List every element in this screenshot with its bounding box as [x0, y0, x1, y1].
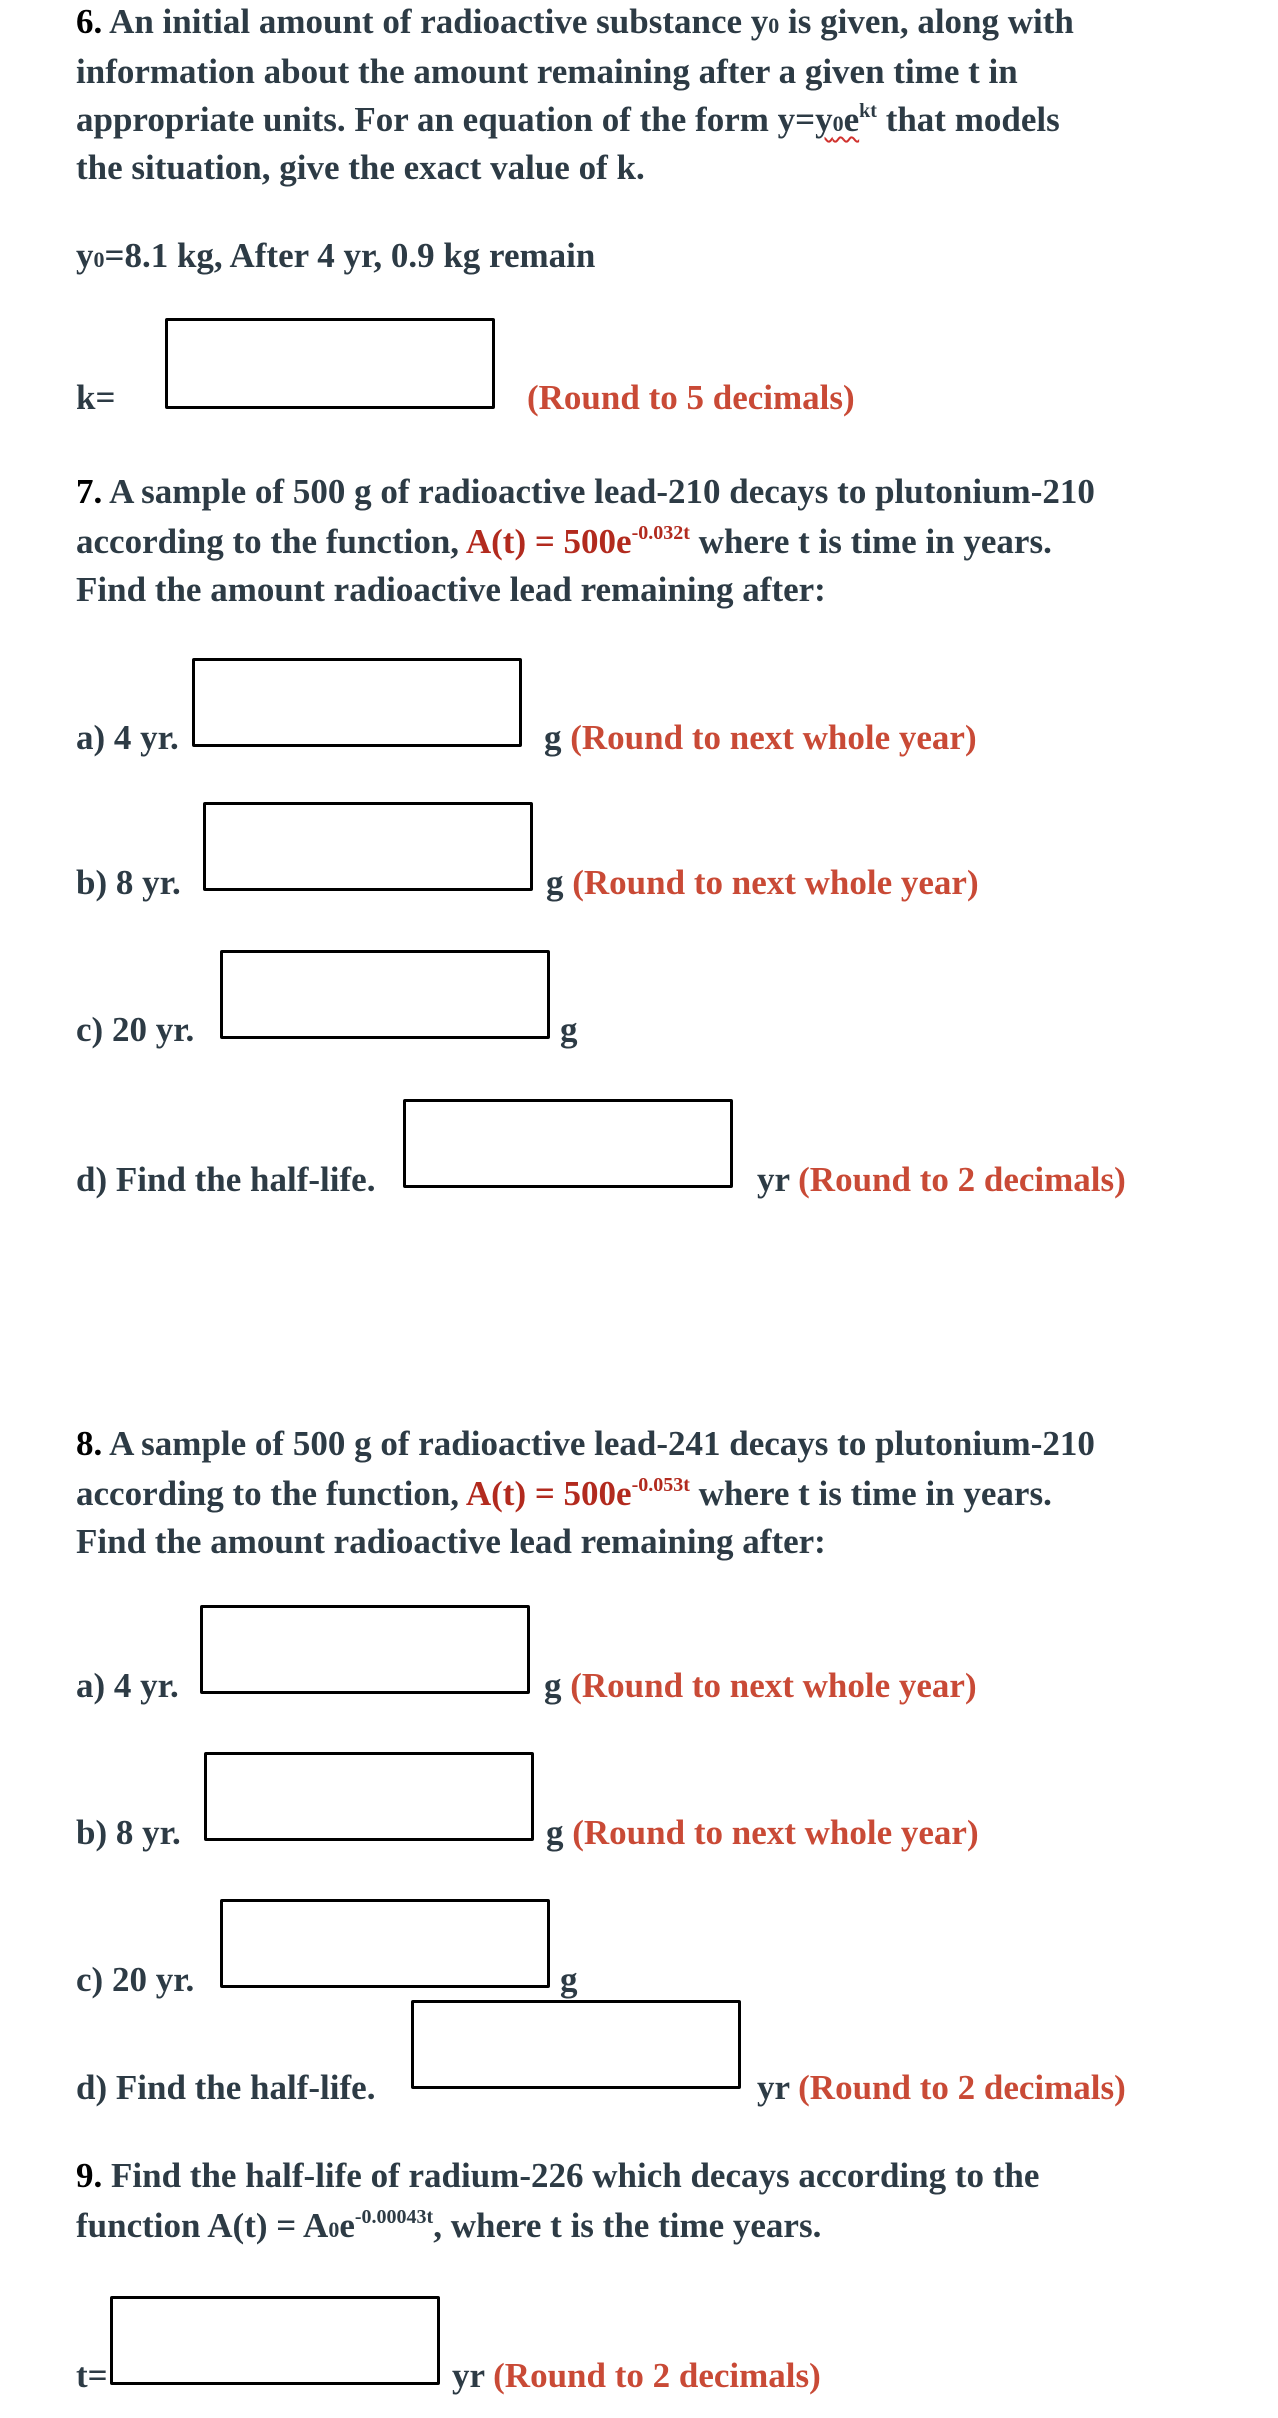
q7-line-1: 7. A sample of 500 g of radioactive lead-210 decays to plutonium-210 — [76, 472, 1095, 511]
q7d-unit-and-hint: yr (Round to 2 decimals) — [757, 1160, 1126, 1199]
q8-formula: $A(t) = 500e^{-0.053t}$ — [465, 1474, 690, 1513]
q7d-label: d) Find the half-life. — [76, 1160, 376, 1199]
q9-unit-and-hint: yr (Round to 2 decimals) — [452, 2356, 821, 2395]
q7-formula: $A(t) = 500e^{-0.032t}$ — [465, 522, 690, 561]
q8d-unit-and-hint: yr (Round to 2 decimals) — [757, 2068, 1126, 2107]
q9-line-1: 9. Find the half-life of radium-226 which decays according to the — [76, 2156, 1040, 2195]
q6-given: y0=8.1 kg, After 4 yr, 0.9 kg remain — [76, 236, 596, 275]
q7a-answer-input[interactable] — [192, 658, 522, 747]
q7c-unit: g — [560, 1010, 578, 1049]
q8-number: 8. — [76, 1424, 103, 1463]
q8b-label: b) 8 yr. — [76, 1813, 181, 1852]
q8d-half-life-input[interactable] — [411, 2000, 741, 2089]
q9-number: 9. — [76, 2156, 103, 2195]
q6-line-4: the situation, give the exact value of k. — [76, 148, 645, 187]
q6-k-answer-input[interactable] — [165, 318, 495, 409]
q8-line-3: Find the amount radioactive lead remaining after: — [76, 1522, 826, 1561]
q8a-answer-input[interactable] — [200, 1605, 530, 1694]
q6-line-3: appropriate units. For an equation of the form $y=y0e^{kt}$ that models — [76, 100, 1060, 139]
q7a-label: a) 4 yr. — [76, 718, 179, 757]
q6-answer-label: k= — [76, 378, 116, 417]
q7b-unit-and-hint: g (Round to next whole year) — [546, 863, 979, 902]
q8b-answer-input[interactable] — [204, 1752, 534, 1841]
q7-number: 7. — [76, 472, 103, 511]
q7d-half-life-input[interactable] — [403, 1099, 733, 1188]
q8c-unit: g — [560, 1960, 578, 1999]
q7c-label: c) 20 yr. — [76, 1010, 195, 1049]
q7-line-3: Find the amount radioactive lead remaining after: — [76, 570, 826, 609]
q9-line-2: function $A(t) = A0e^{-0.00043t}$, where t is the time years. — [76, 2206, 822, 2245]
q8c-label: c) 20 yr. — [76, 1960, 195, 1999]
q7c-answer-input[interactable] — [220, 950, 550, 1039]
q9-answer-label: t= — [76, 2356, 108, 2395]
q6-line-2: information about the amount remaining after a given time t in — [76, 52, 1018, 91]
q9-half-life-input[interactable] — [110, 2296, 440, 2385]
q8d-label: d) Find the half-life. — [76, 2068, 376, 2107]
q7-line-2: according to the function, $A(t) = 500e^{-0.032t}$ where t is time in years. — [76, 522, 1052, 561]
q8a-unit-and-hint: g (Round to next whole year) — [544, 1666, 977, 1705]
q8c-answer-input[interactable] — [220, 1899, 550, 1988]
q7b-label: b) 8 yr. — [76, 863, 181, 902]
q7a-unit-and-hint: g (Round to next whole year) — [544, 718, 977, 757]
q8-line-2: according to the function, $A(t) = 500e^{-0.053t}$ where t is time in years. — [76, 1474, 1052, 1513]
q6-round-hint: (Round to 5 decimals) — [527, 378, 855, 417]
q8-line-1: 8. A sample of 500 g of radioactive lead-241 decays to plutonium-210 — [76, 1424, 1095, 1463]
q6-number: 6. — [76, 2, 103, 41]
spellcheck-underline: y0e — [815, 100, 860, 139]
q8b-unit-and-hint: g (Round to next whole year) — [546, 1813, 979, 1852]
q7b-answer-input[interactable] — [203, 802, 533, 891]
q6-line-1: 6. An initial amount of radioactive substance y0 is given, along with — [76, 2, 1074, 41]
q8a-label: a) 4 yr. — [76, 1666, 179, 1705]
